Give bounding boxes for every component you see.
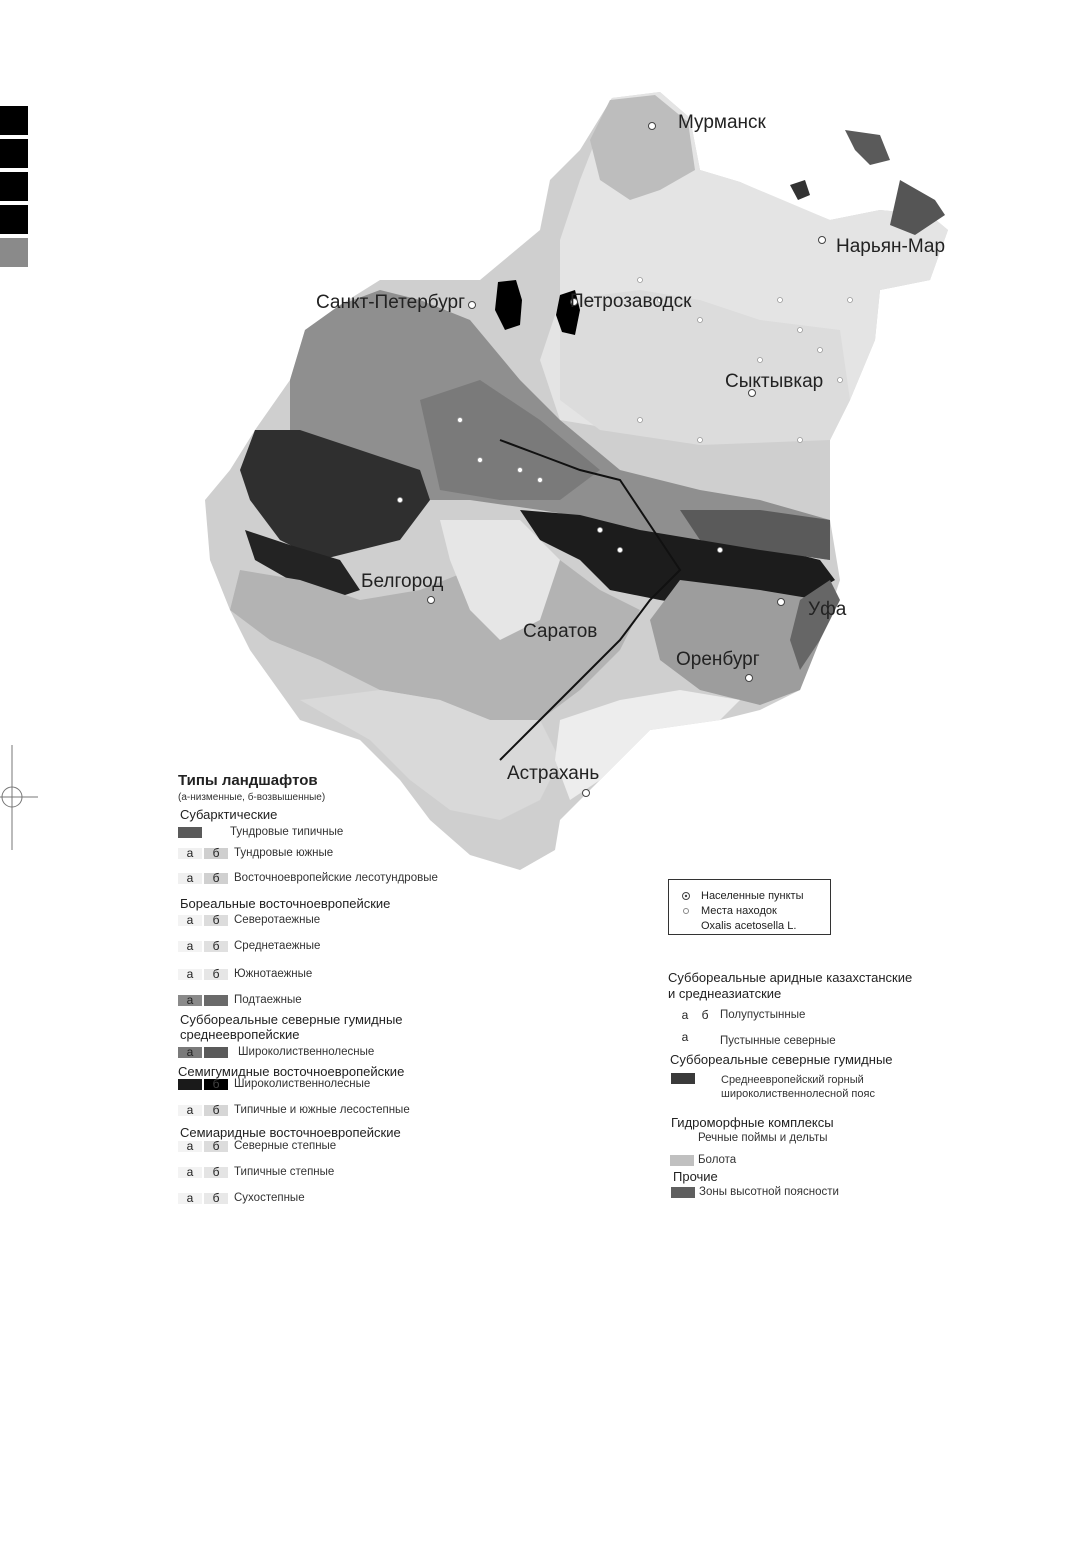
- legend-swatch-a: а: [681, 1029, 689, 1044]
- legend-swatch-b: б: [701, 1007, 709, 1022]
- legend-label-floodplains: Речные поймы и дельты: [698, 1132, 828, 1144]
- legend-swatch: [671, 1187, 695, 1198]
- legend-label: широколиственнолесной пояс: [721, 1088, 875, 1100]
- legend-swatch: [670, 1155, 694, 1166]
- legend-label-block: [721, 1073, 875, 1101]
- legend-group-line: Суббореальные аридные казахстанские: [668, 970, 913, 985]
- legend-group-other: Прочие: [673, 1169, 718, 1184]
- legend-row-tundra-southern: [178, 846, 333, 860]
- legend-swatch: [178, 827, 202, 838]
- legend-swatch-b: б: [204, 848, 228, 859]
- legend-label: Среднеевропейский горный: [721, 1074, 864, 1086]
- city-label-ufa: Уфа: [808, 599, 847, 620]
- legend-right: [668, 968, 968, 1208]
- legend-swatch: [671, 1073, 695, 1084]
- map-white-sea-patch: [790, 180, 810, 200]
- legend-row-dry-steppe: [178, 1191, 305, 1205]
- legend-group-semiarid: Семиаридные восточноевропейские: [180, 1125, 401, 1140]
- legend-label: Подтаежные: [234, 994, 302, 1006]
- map-northeast-patch: [845, 130, 890, 165]
- legend-label: Пустынные северные: [720, 1035, 836, 1047]
- points-legend-box: [668, 879, 831, 935]
- legend-label: Северные степные: [234, 1140, 337, 1152]
- legend-label: Северотаежные: [234, 914, 321, 926]
- legend-row-forest-tundra: [178, 871, 438, 885]
- legend-left: [178, 772, 638, 1212]
- legend-row-middle-taiga: [178, 939, 320, 953]
- legend-row-mountain: [671, 1073, 875, 1103]
- legend-label: Восточноевропейские лесотундровые: [234, 872, 438, 884]
- legend-label: Зоны высотной поясности: [699, 1186, 839, 1198]
- legend-label: Широколиственнолесные: [238, 1046, 375, 1058]
- legend-label: Типичные и южные лесостепные: [234, 1104, 410, 1116]
- legend-swatch-a: а: [178, 1047, 202, 1058]
- legend-group-semihumid: Семигумидные восточноевропейские: [178, 1064, 405, 1079]
- city-label-orenburg: Оренбург: [676, 649, 760, 670]
- city-label-saratov: Саратов: [523, 621, 598, 642]
- legend-subtitle: (а-низменные, б-возвышенные): [178, 792, 326, 803]
- settlements-label: Населенные пункты: [701, 890, 804, 902]
- legend-swatch-a: а: [178, 1193, 202, 1204]
- legend-row-north-taiga: [178, 913, 320, 927]
- legend-row-south-taiga: [178, 967, 312, 981]
- legend-swatch-a: [178, 1079, 202, 1090]
- species-label: Oxalis acetosella L.: [701, 920, 797, 932]
- legend-swatch-b: б: [204, 1167, 228, 1178]
- legend-group-arid: [668, 970, 912, 1002]
- legend-label: Тундровые типичные: [230, 826, 344, 838]
- legend-title: Типы ландшафтов: [178, 772, 318, 789]
- legend-group-line: среднеевропейские: [180, 1027, 300, 1042]
- settlement-icon: [681, 891, 691, 901]
- find-point-icon: [681, 906, 691, 916]
- city-label-murmansk: Мурманск: [678, 112, 766, 133]
- legend-label: Сухостепные: [234, 1192, 305, 1204]
- legend-swatch-a: а: [681, 1007, 689, 1022]
- legend-swatch-b: б: [204, 969, 228, 980]
- city-label-naryan-mar: Нарьян-Мар: [836, 236, 946, 257]
- legend-swatch-b: [204, 1047, 228, 1058]
- legend-swatch-a: а: [178, 995, 202, 1006]
- legend-row-broadleaf: [178, 1045, 374, 1059]
- legend-label: Среднетаежные: [234, 940, 321, 952]
- legend-swatch-a: а: [178, 873, 202, 884]
- legend-swatch-b: б: [204, 1193, 228, 1204]
- legend-group-subarctic: Субарктические: [180, 807, 278, 822]
- legend-swatch-a: а: [178, 848, 202, 859]
- legend-swatch-a: а: [178, 1105, 202, 1116]
- legend-group-subboreal-north-humid: Суббореальные северные гумидные: [670, 1052, 893, 1067]
- legend-swatch-a: а: [178, 1167, 202, 1178]
- legend-swatch-a: а: [178, 969, 202, 980]
- city-label-astrakhan: Астрахань: [507, 763, 600, 784]
- legend-swatch-b: [204, 995, 228, 1006]
- legend-swatch-a: а: [178, 915, 202, 926]
- legend-group-boreal: Бореальные восточноевропейские: [180, 896, 391, 911]
- legend-row-subtaiga: [178, 993, 302, 1007]
- legend-row-north-steppe: [178, 1139, 336, 1153]
- legend-group-line: и среднеазиатские: [668, 986, 782, 1001]
- legend-row-swamps: [670, 1153, 736, 1167]
- points-row-settlements: [681, 890, 804, 902]
- legend-swatch-a: а: [178, 1141, 202, 1152]
- legend-group-hydromorphic: Гидроморфные комплексы: [671, 1115, 834, 1130]
- legend-row-broadleaf-2: [178, 1077, 370, 1091]
- legend-swatch-b: б: [204, 941, 228, 952]
- legend-label: Широколиственнолесные: [234, 1078, 371, 1090]
- legend-label: Южнотаежные: [234, 968, 313, 980]
- legend-swatch-b: б: [204, 1105, 228, 1116]
- city-label-belgorod: Белгород: [361, 571, 444, 592]
- legend-swatch-b: б: [204, 1079, 228, 1090]
- legend-label: Типичные степные: [234, 1166, 335, 1178]
- city-label-petrozavodsk: Петрозаводск: [570, 291, 692, 312]
- legend-label: Полупустынные: [720, 1009, 806, 1021]
- legend-swatch-b: б: [204, 873, 228, 884]
- finds-label: Места находок: [701, 905, 777, 917]
- legend-row-altitudinal: [671, 1185, 839, 1199]
- legend-row-forest-steppe: [178, 1103, 410, 1117]
- legend-swatch-b: б: [204, 915, 228, 926]
- legend-row-desert-north: [676, 1029, 836, 1047]
- legend-group-line: Суббореальные северные гумидные: [180, 1012, 403, 1027]
- legend-row-tundra-typical: [178, 825, 343, 839]
- legend-row-typical-steppe: [178, 1165, 334, 1179]
- city-label-st-petersburg: Санкт-Петербург: [316, 292, 466, 313]
- points-row-finds: [681, 905, 777, 917]
- legend-swatch-a: а: [178, 941, 202, 952]
- legend-group-subboreal-humid: [180, 1012, 403, 1042]
- legend-row-semidesert: [676, 1008, 805, 1022]
- legend-label: Тундровые южные: [234, 847, 334, 859]
- legend-swatch-b: б: [204, 1141, 228, 1152]
- legend-label: Болота: [698, 1154, 737, 1166]
- city-label-syktyvkar: Сыктывкар: [725, 371, 824, 392]
